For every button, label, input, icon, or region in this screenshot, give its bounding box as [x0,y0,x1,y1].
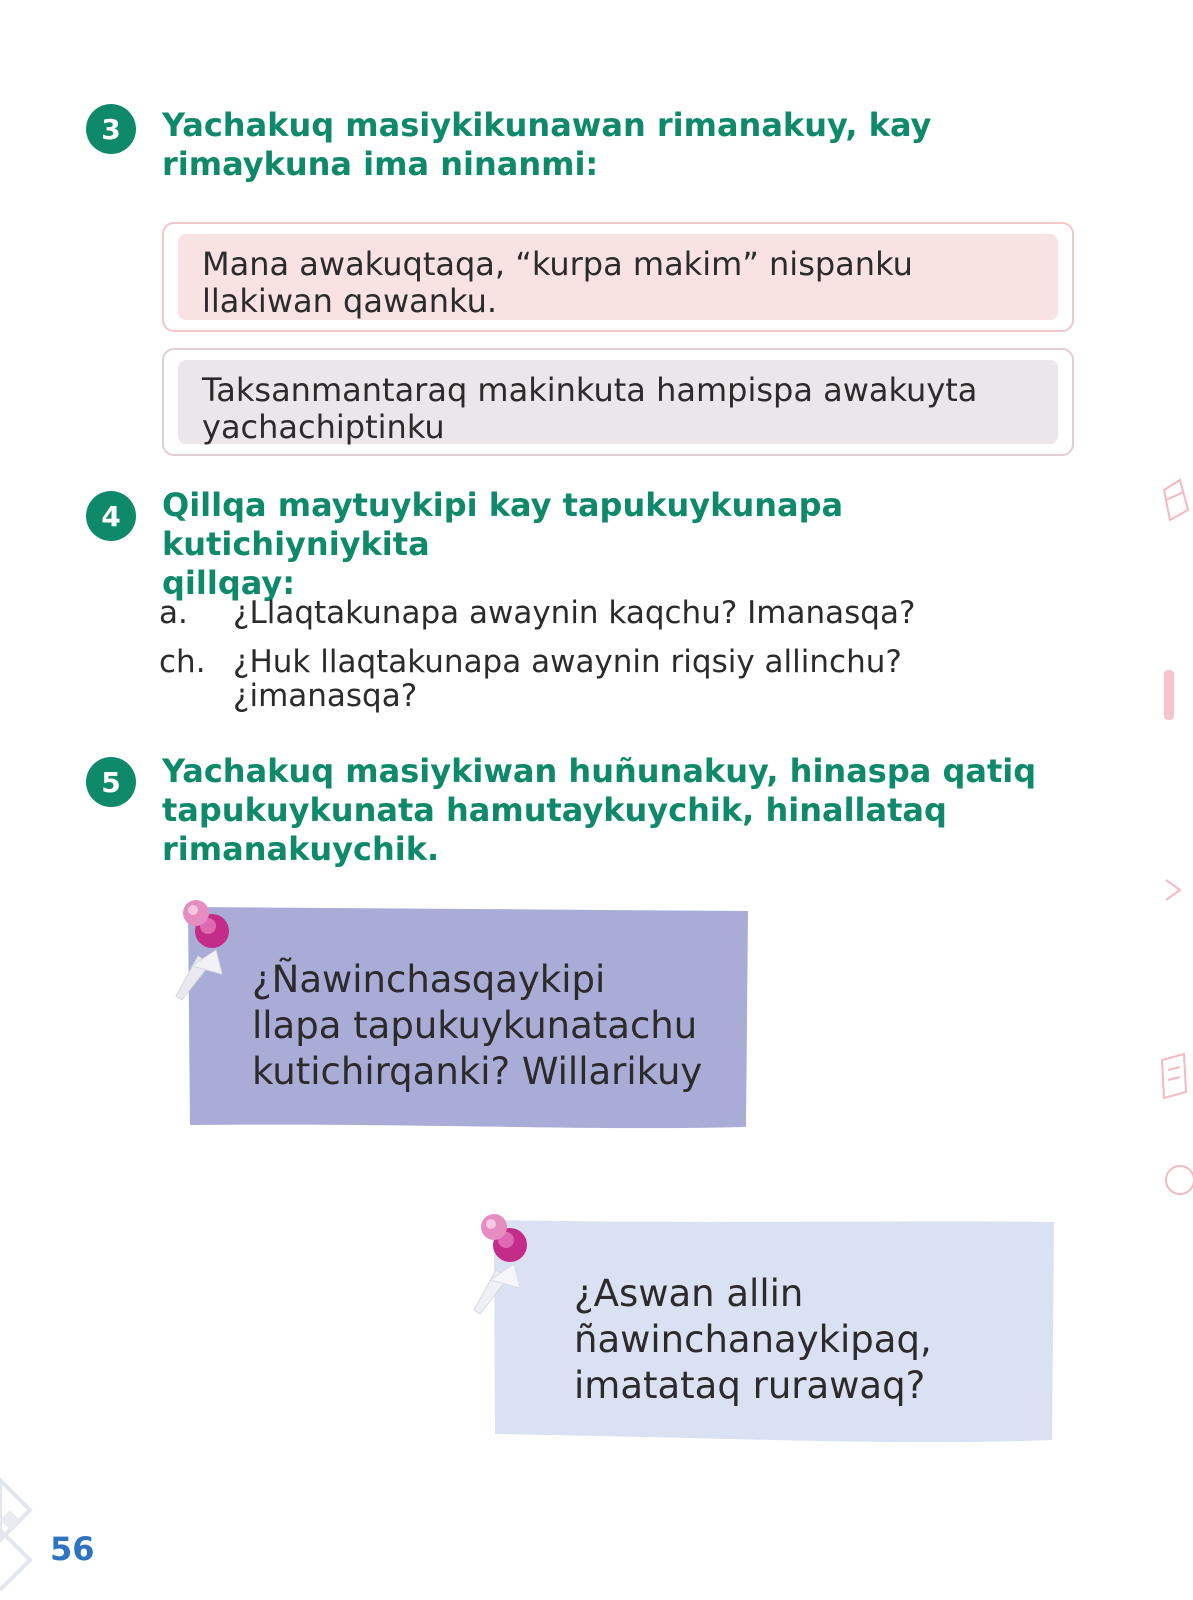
question-a [159,596,1059,636]
question-line: ¿Huk llaqtakunapa awaynin riqsiy allinchu? [233,644,902,680]
sticky-note-2-text [574,1271,932,1409]
quote-line: llakiwan qawanku. [202,282,498,320]
heading-line: tapukuykunata hamutaykuychik, hinallataq [162,791,947,829]
section-number-3: 3 [86,104,136,154]
quote-2-text [178,360,1058,444]
quote-box-2 [162,348,1074,456]
note-line: ¿Ñawinchasqaykipi [252,958,606,1001]
note-line: kutichirqanki? Willarikuy [252,1050,703,1093]
question-ch [159,645,1059,715]
question-label: ch. [159,644,206,680]
quote-line: Taksanmantaraq makinkuta hampispa awakuyta [202,371,978,409]
section-5-heading [162,752,1062,869]
question-label: a. [159,595,188,631]
pushpin-icon [466,1210,546,1326]
section-4-heading [162,486,1082,603]
sticky-note-1-text [252,957,702,1095]
question-text [233,645,993,713]
quote-1-text [178,234,1058,320]
heading-line: Yachakuq masiykiwan huñunakuy, hinaspa qatiq [162,752,1037,790]
question-line: ¿imanasqa? [233,678,418,714]
note-line: llapa tapukuykunatachu [252,1004,698,1047]
quote-box-1 [162,222,1074,332]
heading-line: rimaykuna ima ninanmi: [162,145,599,183]
pushpin-icon [168,896,248,1012]
heading-line: qillqay: [162,564,295,602]
decorative-edge-doodles [1150,470,1193,1210]
page-number: 56 [50,1530,95,1568]
quote-line: Mana awakuqtaqa, “kurpa makim” nispanku [202,245,913,283]
section-number-4: 4 [86,491,136,541]
note-line: ¿Aswan allin [574,1272,804,1315]
note-line: ñawinchanaykipaq, [574,1318,932,1361]
section-number-5: 5 [86,757,136,807]
heading-line: Qillqa maytuykipi kay tapukuykunapa kutichiyniykita [162,486,844,563]
heading-line: rimanakuychik. [162,830,440,868]
heading-line: Yachakuq masiykikunawan rimanakuy, kay [162,106,932,144]
quote-line: yachachiptinku [202,408,445,446]
question-text: ¿Llaqtakunapa awaynin kaqchu? Imanasqa? [233,595,916,631]
section-3-heading [162,106,1062,184]
note-line: imatataq rurawaq? [574,1364,926,1407]
